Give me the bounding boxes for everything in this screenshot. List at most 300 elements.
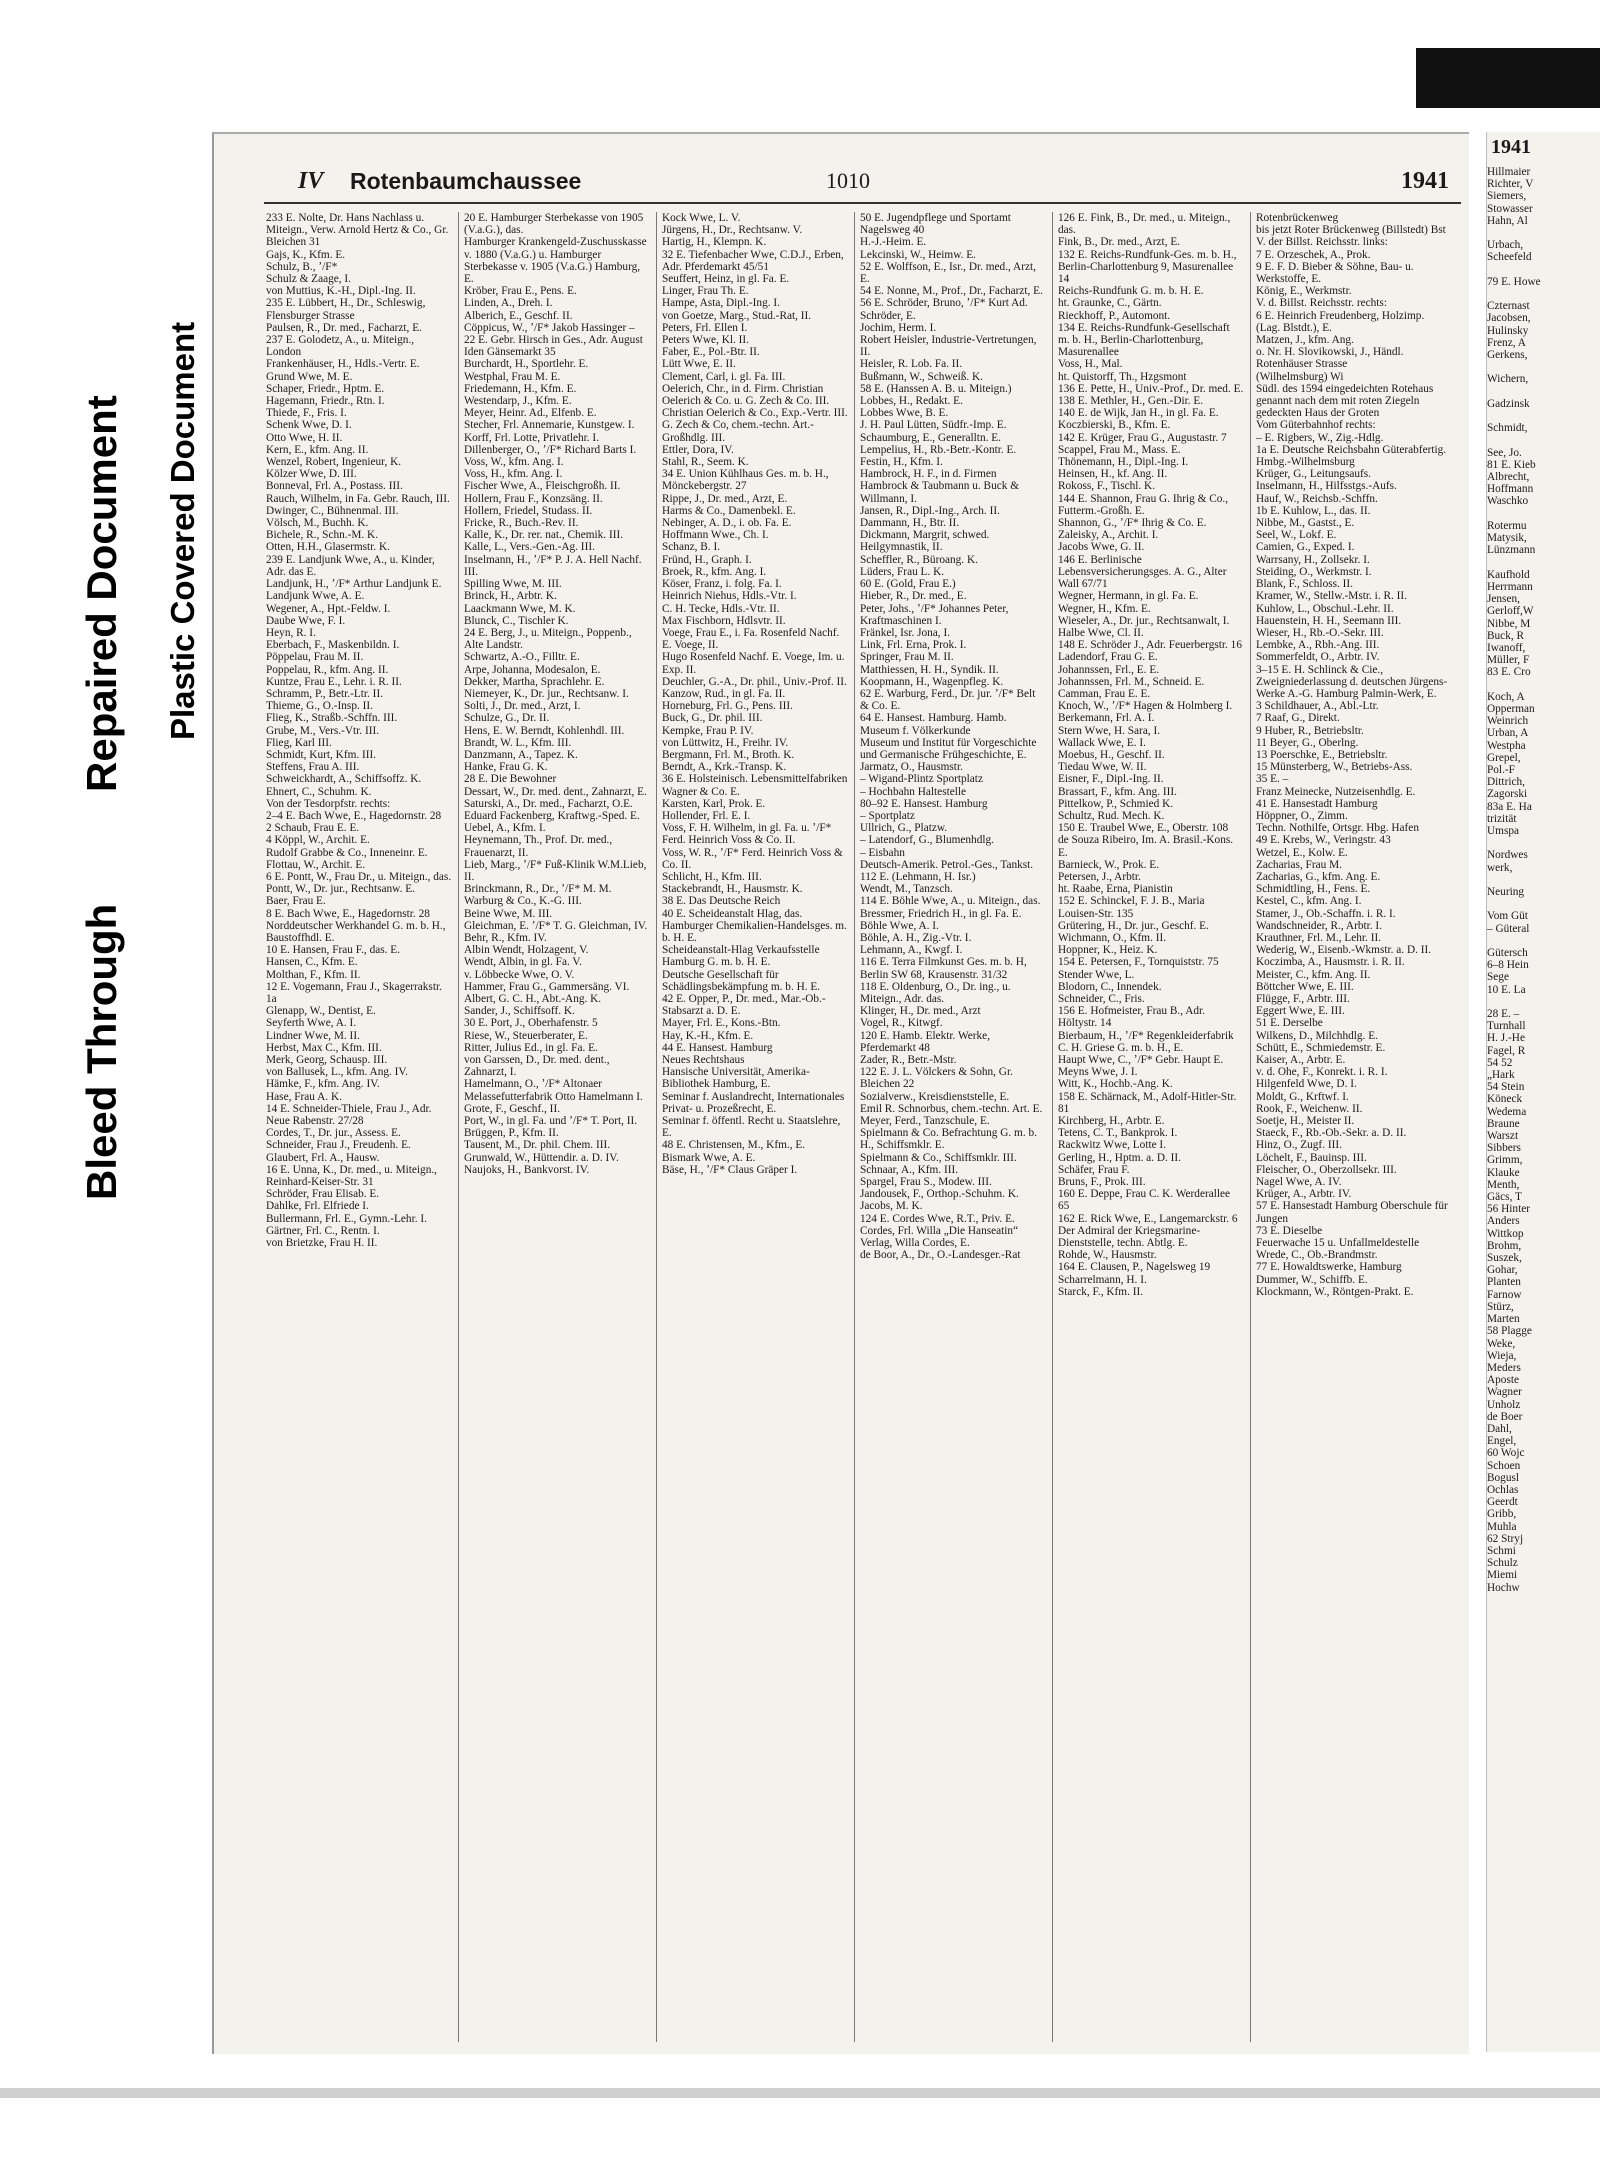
directory-entry: Bergmann, Frl. M., Broth. K. bbox=[662, 748, 795, 761]
directory-entry: Camman, Frau E. E. bbox=[1058, 687, 1151, 700]
directory-entry: ht. Graunke, C., Gärtn. bbox=[1058, 297, 1162, 310]
directory-entry: Inselmann, H., ʼ/F* P. J. A. Hell Nachf. III. bbox=[464, 553, 642, 578]
directory-entry: Jochim, Herm. I. bbox=[860, 321, 937, 334]
directory-entry: 48 E. Christensen, M., Kfm., E. bbox=[662, 1139, 806, 1152]
directory-entry: Stackebrandt, H., Hausmstr. K. bbox=[662, 883, 803, 896]
facing-page-line: Weinrich bbox=[1487, 715, 1529, 728]
directory-entry: Rotenbrückenweg bbox=[1256, 212, 1339, 224]
directory-entry: 2–4 E. Bach Wwe, E., Hagedornstr. 28 bbox=[266, 809, 442, 822]
directory-entry: V. d. Billst. Reichsstr. rechts: bbox=[1256, 297, 1387, 310]
directory-entry: 140 E. de Wijk, Jan H., in gl. Fa. E. bbox=[1058, 407, 1219, 420]
directory-entry: Brinck, H., Arbtr. K. bbox=[464, 590, 557, 603]
directory-entry: Otten, H.H., Glasermstr. K. bbox=[266, 541, 390, 554]
directory-entry: Böttcher Wwe, E. III. bbox=[1256, 980, 1354, 993]
directory-entry: Soetje, H., Meister II. bbox=[1256, 1115, 1355, 1128]
facing-page-line bbox=[1487, 935, 1600, 947]
directory-entry: Pontt, W., Dr. jur., Rechtsanw. E. bbox=[266, 883, 415, 896]
directory-entry: von Brietzke, Frau H. II. bbox=[266, 1237, 378, 1250]
directory-entry: 52 E. Wolffson, E., Isr., Dr. med., Arzt, E. bbox=[860, 260, 1036, 286]
facing-page-line bbox=[1487, 288, 1600, 300]
directory-entry: Brinckmann, R., Dr., ʼ/F* M. M. Warburg & Co., K.-G. III. bbox=[464, 883, 612, 908]
directory-entry: Grube, M., Vers.-Vtr. III. bbox=[266, 724, 380, 737]
directory-entry: Meister, C., kfm. Ang. II. bbox=[1256, 968, 1371, 981]
directory-entry: Hämke, F., kfm. Ang. IV. bbox=[266, 1078, 380, 1091]
directory-entry: Fründ, H., Graph. I. bbox=[662, 553, 752, 566]
directory-entry: Kölzer Wwe, D. III. bbox=[266, 468, 357, 481]
directory-entry: V. der Billst. Reichsstr. links: bbox=[1256, 236, 1388, 249]
directory-entry: Wegner, H., Kfm. E. bbox=[1058, 602, 1151, 615]
directory-entry: Deutsche Gesellschaft für Schädlingsbekämpfung m. b. H. E. bbox=[662, 968, 821, 993]
facing-page-line: Lünzmann bbox=[1487, 544, 1536, 557]
directory-entry: Lüders, Frau L. K. bbox=[860, 565, 945, 578]
directory-entry: Schulze, G., Dr. II. bbox=[464, 712, 550, 725]
facing-page-line: Wagner bbox=[1487, 1386, 1522, 1399]
page-number: 1010 bbox=[826, 168, 870, 193]
directory-entry: Hamburger Chemikalien-Handelsges. m. b. H. E. bbox=[662, 919, 847, 944]
directory-entry: Hagemann, Friedr., Rtn. I. bbox=[266, 395, 385, 408]
column-5 bbox=[1058, 212, 1244, 2042]
directory-entry: Kestel, C., kfm. Ang. I. bbox=[1256, 895, 1362, 908]
directory-entry: Rieckhoff, P., Automont. bbox=[1058, 309, 1171, 322]
directory-entry: (Wilhelmsburg) Wi bbox=[1256, 370, 1344, 383]
directory-entry: Hamelmann, O., ʼ/F* Altonaer Melassefutterfabrik Otto Hamelmann I. bbox=[464, 1078, 643, 1103]
directory-entry: Peter, Johs., ʼ/F* Johannes Peter, Kraftmaschinen I. bbox=[860, 602, 1009, 627]
facing-page-line: Geerdt bbox=[1487, 1496, 1518, 1509]
facing-page-line: Jensen, bbox=[1487, 593, 1520, 606]
facing-page-line: 60 Wojc bbox=[1487, 1447, 1525, 1460]
directory-entry: Meyns Wwe, J. I. bbox=[1058, 1066, 1138, 1079]
directory-entry: 42 E. Opper, P., Dr. med., Mar.-Ob.-Stabsarzt a. D. E. bbox=[662, 993, 826, 1018]
directory-entry: Krüger, G., Leitungsaufs. bbox=[1256, 468, 1371, 481]
directory-entry: Lembke, A., Rbh.-Ang. III. bbox=[1256, 639, 1380, 652]
facing-page-line: Ochlas bbox=[1487, 1483, 1519, 1496]
directory-entry: 112 E. (Lehmann, H. Isr.) bbox=[860, 870, 976, 883]
facing-page-line: Pol.-F bbox=[1487, 763, 1515, 776]
facing-page-line: Miemi bbox=[1487, 1569, 1518, 1582]
directory-entry: Spielmann & Co., Schiffsmklr. III. bbox=[860, 1151, 1017, 1164]
page-header bbox=[214, 168, 1469, 198]
directory-entry: Seuffert, Heinz, in gl. Fa. E. bbox=[662, 273, 790, 286]
column-divider bbox=[854, 212, 855, 2042]
facing-page-line: Menth, bbox=[1487, 1178, 1520, 1191]
directory-entry: Cordes, Frl. Willa „Die Hanseatin“ Verlag, Willa Cordes, E. bbox=[860, 1224, 1019, 1250]
facing-page-line: Dahl, bbox=[1487, 1422, 1512, 1435]
facing-page-line: 79 E. Howe bbox=[1487, 275, 1541, 288]
directory-entry: Spielmann & Co. Befrachtung G. m. b. H., Schiffsmklr. E. bbox=[860, 1127, 1037, 1152]
directory-entry: Shannon, G., ʼ/F* Ihrig & Co. E. bbox=[1058, 517, 1207, 530]
directory-entry: Niemeyer, K., Dr. jur., Rechtsanw. I. bbox=[464, 687, 629, 700]
directory-entry: Kuhlow, L., Obschul.-Lehr. II. bbox=[1256, 602, 1394, 615]
directory-entry: Behr, R., Kfm. IV. bbox=[464, 931, 547, 944]
directory-entry: Johannssen, Frl., E. E. bbox=[1058, 663, 1160, 676]
facing-page-line: Meders bbox=[1487, 1361, 1521, 1374]
directory-entry: Westendarp, J., Kfm. E. bbox=[464, 395, 572, 408]
facing-page-line: Umspa bbox=[1487, 824, 1520, 837]
directory-entry: Sander, J., Schiffsoff. K. bbox=[464, 1005, 575, 1018]
directory-entry: Solti, J., Dr. med., Arzt, I. bbox=[464, 700, 581, 713]
directory-entry: Eisner, F., Dipl.-Ing. II. bbox=[1058, 773, 1164, 786]
directory-entry: Albert, G. C. H., Abt.-Ang. K. bbox=[464, 993, 602, 1005]
directory-entry: Grote, F., Geschf., II. bbox=[464, 1102, 561, 1115]
directory-entry: Thönemann, H., Dipl.-Ing. I. bbox=[1058, 456, 1189, 469]
directory-entry: Klinger, H., Dr. med., Arzt bbox=[860, 1005, 981, 1018]
directory-entry: von Garssen, D., Dr. med. dent., Zahnarzt, I. bbox=[464, 1054, 610, 1079]
facing-page-line: Wedema bbox=[1487, 1105, 1527, 1118]
directory-entry: Laackmann Wwe, M. K. bbox=[464, 602, 576, 615]
column-divider bbox=[1052, 212, 1053, 2042]
directory-entry: Fleischer, O., Oberzollsekr. III. bbox=[1256, 1163, 1397, 1176]
facing-page-line: Brohm, bbox=[1487, 1239, 1522, 1252]
directory-entry: Feuerwache 15 u. Unfallmeldestelle bbox=[1256, 1237, 1420, 1250]
directory-entry: Nibbe, M., Gastst., E. bbox=[1256, 517, 1355, 530]
directory-entry: 132 E. Reichs-Rundfunk-Ges. m. b. H., Berlin-Charlottenburg 9, Masurenallee 14 bbox=[1058, 248, 1237, 286]
directory-entry: Lindner Wwe, M. II. bbox=[266, 1029, 360, 1042]
directory-entry: 57 E. Hansestadt Hamburg Oberschule für Jungen bbox=[1256, 1200, 1448, 1225]
facing-page-line: 10 E. La bbox=[1487, 983, 1526, 996]
directory-entry: – Wigand-Plintz Sportplatz bbox=[860, 773, 983, 786]
directory-entry: Starck, F., Kfm. II. bbox=[1058, 1285, 1144, 1298]
directory-entry: Seyferth Wwe, A. I. bbox=[266, 1017, 357, 1030]
directory-entry: Der Admiral der Kriegsmarine-Dienststelle, techn. Abtlg. E. bbox=[1058, 1224, 1201, 1250]
facing-page-line: 54 Stein bbox=[1487, 1081, 1525, 1094]
directory-entry: Voss, H., kfm. Ang. I. bbox=[464, 468, 563, 481]
directory-entry: H.-J.-Heim. E. bbox=[860, 236, 927, 249]
directory-entry: Bußmann, W., Schweiß. K. bbox=[860, 370, 984, 383]
directory-entry: von Muttius, K.-H., Dipl.-Ing. II. bbox=[266, 285, 416, 298]
directory-entry: Ladendorf, Frau G. E. bbox=[1058, 651, 1158, 664]
directory-entry: Ullrich, G., Platzw. bbox=[860, 822, 948, 835]
directory-entry: 116 E. Terra Filmkunst Ges. m. b. H, Berlin SW 68, Krausenstr. 31/32 bbox=[860, 956, 1027, 981]
directory-entry: Von der Tesdorpfstr. rechts: bbox=[266, 797, 391, 810]
directory-entry: Stamer, J., Ob.-Schaffn. i. R. I. bbox=[1256, 907, 1396, 920]
directory-entry: 12 E. Vogemann, Frau J., Skagerrakstr. 1a bbox=[266, 980, 442, 1005]
facing-page-line bbox=[1487, 361, 1600, 373]
facing-page-line: Aposte bbox=[1487, 1374, 1520, 1387]
facing-page-line: Schmi bbox=[1487, 1544, 1516, 1557]
directory-entry: Zader, R., Betr.-Mstr. bbox=[860, 1054, 957, 1067]
directory-entry: Blunck, C., Tischler K. bbox=[464, 614, 569, 627]
directory-entry: Flieg, Karl III. bbox=[266, 736, 332, 749]
directory-entry: 156 E. Hofmeister, Frau B., Adr. Höltystr. 14 bbox=[1058, 1005, 1206, 1030]
directory-entry: Gleichman, E. ʼ/F* T. G. Gleichman, IV. bbox=[464, 919, 648, 932]
facing-page-line bbox=[1487, 227, 1600, 239]
directory-entry: Zacharias, G., kfm. Ang. E. bbox=[1256, 870, 1381, 883]
directory-entry: Bismark Wwe, A. E. bbox=[662, 1151, 756, 1164]
directory-entry: Hauenstein, H. H., Seemann III. bbox=[1256, 614, 1402, 627]
directory-entry: Nebinger, A. D., i. ob. Fa. E. bbox=[662, 517, 792, 530]
directory-entry: Koczbierski, B., Kfm. E. bbox=[1058, 419, 1171, 432]
directory-entry: 142 E. Krüger, Frau G., Augustastr. 7 bbox=[1058, 431, 1227, 444]
directory-entry: 126 E. Fink, B., Dr. med., u. Miteign., das. bbox=[1058, 212, 1231, 237]
directory-entry: Hambrock, H. F., in d. Firmen Hambrock & Taubmann u. Buck & Willmann, I. bbox=[860, 468, 1020, 505]
directory-entry: 50 E. Jugendpflege und Sportamt Nagelsweg 40 bbox=[860, 212, 1011, 237]
facing-page-line: Hillmaier bbox=[1487, 166, 1531, 178]
directory-entry: 4 Köppl, W., Archit. E. bbox=[266, 834, 370, 847]
directory-entry: Wegener, A., Hpt.-Feldw. I. bbox=[266, 602, 391, 615]
directory-entry: Albin Wendt, Holzagent, V. bbox=[464, 944, 589, 957]
facing-page-line: Hulinsky bbox=[1487, 324, 1529, 337]
directory-entry: Eduard Fackenberg, Kraftwg.-Sped. E. bbox=[464, 809, 640, 822]
directory-entry: 146 E. Berlinische Lebensversicherungsges. A. G., Alter Wall 67/71 bbox=[1058, 553, 1227, 591]
directory-entry: 15 Münsterberg, W., Betriebs-Ass. bbox=[1256, 761, 1413, 774]
directory-entry: Brassart, F., kfm. Ang. III. bbox=[1058, 785, 1177, 798]
facing-page-line: Wichern, bbox=[1487, 373, 1529, 386]
directory-entry: Wieser, H., Rb.-O.-Sekr. III. bbox=[1256, 626, 1384, 639]
directory-entry: ht. Quistorff, Th., Hzgsmont bbox=[1058, 370, 1187, 383]
directory-entry: Dahlke, Frl. Elfriede I. bbox=[266, 1200, 369, 1213]
directory-entry: Hilgenfeld Wwe, D. I. bbox=[1256, 1078, 1357, 1091]
directory-entry: 60 E. (Gold, Frau E.) bbox=[860, 578, 956, 591]
directory-entry: Jacobs Wwe, G. II. bbox=[1058, 541, 1145, 554]
facing-page-line: trizität bbox=[1487, 812, 1517, 825]
directory-entry: 235 E. Lübbert, H., Dr., Schleswig, Flensburger Strasse bbox=[266, 297, 426, 322]
directory-entry: 158 E. Schärnack, M., Adolf-Hitler-Str. 81 bbox=[1058, 1090, 1237, 1115]
directory-entry: Grunwald, W., Hüttendir. a. D. IV. bbox=[464, 1151, 619, 1164]
directory-entry: Hieber, R., Dr. med., E. bbox=[860, 590, 967, 603]
directory-entry: 41 E. Hansestadt Hamburg bbox=[1256, 797, 1378, 810]
directory-entry: 20 E. Hamburger Sterbekasse von 1905 (V.a.G.), das. bbox=[464, 212, 644, 237]
facing-page-line: Fagel, R bbox=[1487, 1044, 1526, 1057]
directory-entry: Krüger, A., Arbtr. IV. bbox=[1256, 1188, 1352, 1201]
facing-page-line: Gribb, bbox=[1487, 1508, 1517, 1521]
directory-entry: 40 E. Scheideanstalt Hlag, das. bbox=[662, 907, 803, 920]
facing-page-line: Jacobsen, bbox=[1487, 312, 1531, 325]
directory-entry: Oelerich, Chr., in d. Firm. Christian Oelerich & Co. u. G. Zech & Co. III. bbox=[662, 382, 830, 408]
directory-entry: 73 E. Dieselbe bbox=[1256, 1224, 1323, 1237]
facing-page-line: Rotermu bbox=[1487, 519, 1527, 532]
directory-entry: Thieme, G., O.-Insp. II. bbox=[266, 700, 373, 713]
facing-page-line: Gütersch bbox=[1487, 947, 1528, 959]
directory-entry: Lobbes Wwe, B. E. bbox=[860, 407, 949, 420]
facing-page-line bbox=[1487, 557, 1600, 569]
facing-page-line: Sege bbox=[1487, 971, 1509, 984]
directory-entry: Bruns, F., Prok. III. bbox=[1058, 1176, 1146, 1189]
directory-entry: Lekcinski, W., Heimw. E. bbox=[860, 248, 976, 261]
directory-entry: 28 E. Die Bewohner bbox=[464, 773, 557, 786]
directory-entry: 152 E. Schinckel, F. J. B., Maria Louisen-Str. 135 bbox=[1058, 895, 1205, 920]
directory-entry: Techn. Nothilfe, Ortsgr. Hbg. Hafen bbox=[1256, 822, 1419, 835]
facing-page-line: 83 E. Cro bbox=[1487, 666, 1531, 679]
directory-entry: 3 Schildhauer, A., Abl.-Ltr. bbox=[1256, 700, 1379, 713]
facing-page-line bbox=[1487, 434, 1600, 446]
directory-entry: de Souza Ribeiro, Im. A. Brasil.-Kons. E. bbox=[1058, 834, 1234, 859]
directory-entry: Ehnert, C., Schuhm. K. bbox=[266, 785, 372, 798]
directory-entry: Springer, Frau M. II. bbox=[860, 651, 954, 664]
directory-entry: v. Löbbecke Wwe, O. V. bbox=[464, 968, 575, 981]
directory-entry: 36 E. Holsteinisch. Lebensmittelfabriken Wagner & Co. E. bbox=[662, 773, 848, 798]
directory-entry: Hartig, H., Klempn. K. bbox=[662, 236, 767, 249]
facing-page-line bbox=[1487, 386, 1600, 398]
facing-page-line: Dittrich, bbox=[1487, 776, 1525, 789]
scan-edge-top-right bbox=[1416, 48, 1600, 108]
directory-entry: Schröder, Frau Elisab. E. bbox=[266, 1188, 380, 1201]
directory-entry: Johannssen, Frl. M., Schneid. E. bbox=[1058, 675, 1205, 688]
column-3 bbox=[662, 212, 848, 2042]
directory-entry: Rotenhäuser Strasse bbox=[1256, 358, 1348, 371]
directory-entry: Hansen, C., Kfm. E. bbox=[266, 956, 358, 969]
facing-page-line: Warszt bbox=[1487, 1130, 1519, 1143]
directory-entry: Peters, Frl. Ellen I. bbox=[662, 321, 748, 334]
directory-entry: Otto Wwe, H. II. bbox=[266, 431, 343, 444]
directory-entry: Eberbach, F., Maskenbildn. I. bbox=[266, 639, 400, 652]
directory-entry: Nagel Wwe, A. IV. bbox=[1256, 1176, 1342, 1189]
directory-entry: Wieseler, A., Dr. jur., Rechtsanwalt, I. bbox=[1058, 614, 1230, 627]
facing-page-line: Marten bbox=[1487, 1313, 1520, 1326]
facing-page-line: Unholz bbox=[1487, 1398, 1521, 1411]
directory-entry: Voss, W. R., ʼ/F* Ferd. Heinrich Voss & Co. II. bbox=[662, 846, 843, 871]
facing-page-line: Schmidt, bbox=[1487, 422, 1528, 435]
facing-page-line: Urbach, bbox=[1487, 239, 1524, 252]
directory-entry: 1b E. Kuhlow, L., das. II. bbox=[1256, 504, 1371, 517]
directory-entry: Vogel, R., Kitwgf. bbox=[860, 1017, 943, 1030]
column-4 bbox=[860, 212, 1046, 2042]
directory-entry: Merk, Georg, Schausp. III. bbox=[266, 1054, 388, 1067]
directory-entry: Löchelt, F., Bauinsp. III. bbox=[1256, 1151, 1367, 1164]
bleed-through-label: Bleed Through bbox=[78, 903, 125, 1200]
directory-entry: Matthiessen, H. H., Syndik. II. bbox=[860, 663, 999, 676]
directory-entry: Schlicht, H., Kfm. III. bbox=[662, 870, 762, 883]
directory-entry: Alberich, E., Geschf. II. bbox=[464, 309, 573, 322]
facing-page-line: Müller, F bbox=[1487, 654, 1530, 667]
facing-page-line: Muhla bbox=[1487, 1520, 1517, 1533]
directory-entry: Buck, G., Dr. phil. III. bbox=[662, 712, 763, 725]
directory-entry: Hamburger Krankengeld-Zuschusskasse v. 1880 (V.a.G.) u. Hamburger Sterbekasse v. 1905 (V.a.G.) Hamburg, E. bbox=[464, 236, 647, 286]
directory-entry: Schäfer, Frau F. bbox=[1058, 1163, 1130, 1176]
facing-page-line: Gerkens, bbox=[1487, 349, 1528, 362]
directory-entry: J. H. Paul Lütten, Südfr.-Imp. E. bbox=[860, 419, 1007, 432]
facing-page-line: Wittkop bbox=[1487, 1227, 1524, 1240]
directory-entry: 239 E. Landjunk Wwe, A., u. Kinder, Adr. das E. bbox=[266, 553, 435, 578]
directory-entry: Bullermann, Frl. E., Gymn.-Lehr. I. bbox=[266, 1212, 427, 1225]
directory-entry: 14 E. Schneider-Thiele, Frau J., Adr. Neue Rabenstr. 27/28 bbox=[266, 1102, 432, 1128]
directory-entry: Wandschneider, R., Arbtr. I. bbox=[1256, 919, 1383, 932]
directory-entry: Schulz & Zaage, I. bbox=[266, 273, 352, 286]
directory-entry: Neues Rechtshaus bbox=[662, 1054, 745, 1067]
directory-entry: 34 E. Union Kühlhaus Ges. m. b. H., Mönckebergstr. 27 bbox=[662, 468, 829, 493]
directory-entry: Meyer, Heinr. Ad., Elfenb. E. bbox=[464, 407, 597, 420]
facing-page-line: 56 Hinter bbox=[1487, 1203, 1530, 1216]
directory-entry: Schramm, P., Betr.-Ltr. II. bbox=[266, 687, 384, 700]
directory-entry: Scharrelmann, H. I. bbox=[1058, 1273, 1147, 1286]
directory-entry: Berndt, A., Krk.-Transp. K. bbox=[662, 761, 787, 774]
facing-page-line: Scheefeld bbox=[1487, 251, 1532, 264]
facing-page-line: 54 52 bbox=[1487, 1056, 1513, 1069]
directory-entry: Tausent, M., Dr. phil. Chem. III. bbox=[464, 1139, 611, 1152]
directory-entry: Dwinger, C., Bühnenmal. III. bbox=[266, 504, 399, 517]
directory-entry: Scappel, Frau M., Mass. E. bbox=[1058, 443, 1181, 456]
directory-entry: Korff, Frl. Lotte, Privatlehr. I. bbox=[464, 431, 600, 444]
facing-page-line: Klauke bbox=[1487, 1166, 1520, 1179]
directory-entry: Max Fischborn, Hdlsvtr. II. bbox=[662, 614, 786, 627]
directory-entry: Spilling Wwe, M. III. bbox=[464, 578, 562, 591]
directory-entry: Südl. des 1594 eingedeichten Rotehaus genannt nach dem mit roten Ziegeln gedeckten Haus der Groten bbox=[1256, 382, 1434, 420]
facing-page-line: Westpha bbox=[1487, 739, 1526, 752]
directory-entry: Stern Wwe, H. Sara, I. bbox=[1058, 724, 1161, 737]
directory-entry: Zacharias, Frau M. bbox=[1256, 858, 1342, 871]
directory-entry: Mayer, Frl. E., Kons.-Btn. bbox=[662, 1017, 781, 1030]
directory-entry: Schmidt, Kurt, Kfm. III. bbox=[266, 748, 377, 761]
directory-entry: Bäse, H., ʼ/F* Claus Gräper I. bbox=[662, 1163, 798, 1176]
directory-entry: Museum und Institut für Vorgeschichte und Germanische Frühgeschichte, E. bbox=[860, 736, 1037, 761]
directory-entry: v. d. Ohe, F., Konrekt. i. R. I. bbox=[1256, 1066, 1388, 1079]
directory-entry: Wegner, Hermann, in gl. Fa. E. bbox=[1058, 590, 1199, 603]
directory-entry: Krauthner, Frl. M., Lehr. II. bbox=[1256, 931, 1382, 944]
directory-entry: Friedemann, H., Kfm. E. bbox=[464, 382, 577, 395]
directory-entry: Voss, F. H. Wilhelm, in gl. Fa. u. ʼ/F* Ferd. Heinrich Voss & Co. II. bbox=[662, 822, 832, 847]
directory-entry: Stecher, Frl. Annemarie, Kunstgew. I. bbox=[464, 419, 635, 432]
facing-page-line: See, Jo. bbox=[1487, 446, 1522, 459]
directory-entry: Bichele, R., Schn.-M. K. bbox=[266, 529, 379, 542]
directory-entry: Lehmann, A., Kwgf. I. bbox=[860, 944, 963, 957]
facing-page-line: Suszek, bbox=[1487, 1252, 1522, 1265]
directory-entry: 8 E. Bach Wwe, E., Hagedornstr. 28 bbox=[266, 907, 430, 920]
directory-entry: Rauch, Wilhelm, in Fa. Gebr. Rauch, III. bbox=[266, 492, 450, 505]
directory-entry: Festin, H., Kfm. I. bbox=[860, 456, 943, 469]
directory-entry: Steffens, Frau A. III. bbox=[266, 761, 360, 774]
directory-entry: 1a E. Deutsche Reichsbahn Güterabfertig. Hmbg.-Wilhelmsburg bbox=[1256, 443, 1447, 469]
directory-entry: 64 E. Hansest. Hamburg. Hamb. Museum f. Völkerkunde bbox=[860, 712, 1007, 737]
directory-entry: Burchardt, H., Sportlehr. E. bbox=[464, 358, 589, 371]
facing-page-line: Nibbe, M bbox=[1487, 617, 1531, 630]
header-rule bbox=[264, 202, 1461, 204]
directory-entry: Heynemann, Th., Prof. Dr. med., Frauenarzt, II. bbox=[464, 834, 613, 859]
directory-entry: 164 E. Clausen, P., Nagelsweg 19 bbox=[1058, 1261, 1211, 1274]
directory-entry: Dessart, W., Dr. med. dent., Zahnarzt, E. bbox=[464, 785, 647, 798]
facing-page-line: Farnow bbox=[1487, 1288, 1522, 1301]
directory-entry: 120 E. Hamb. Elektr. Werke, Pferdemarkt 48 bbox=[860, 1029, 991, 1054]
directory-entry: 24 E. Berg, J., u. Miteign., Poppenb., Alte Landstr. bbox=[464, 626, 632, 652]
directory-entry: – E. Rigbers, W., Zig.-Hdlg. bbox=[1256, 431, 1384, 444]
directory-entry: – Eisbahn bbox=[860, 846, 905, 859]
directory-entry: Landjunk, H., ʼ/F* Arthur Landjunk E. bbox=[266, 578, 442, 591]
directory-entry: 38 E. Das Deutsche Reich bbox=[662, 895, 781, 908]
facing-page-line: Opperman bbox=[1487, 702, 1535, 715]
facing-page-line bbox=[1487, 508, 1600, 520]
directory-entry: Hinz, O., Zugf. III. bbox=[1256, 1139, 1342, 1152]
directory-entry: Kanzow, Rud., in gl. Fa. II. bbox=[662, 687, 786, 700]
directory-entry: Horneburg, Frl. G., Pens. III. bbox=[662, 700, 793, 713]
facing-page-line: Gäcs, T bbox=[1487, 1191, 1522, 1204]
column-divider bbox=[1250, 212, 1251, 2042]
directory-entry: Sozialverw., Kreisdienststelle, E. bbox=[860, 1090, 1010, 1103]
directory-entry: Heisler, R. Lob. Fa. II. bbox=[860, 358, 963, 371]
directory-entry: Heinsen, H., kf. Ang. II. bbox=[1058, 468, 1168, 481]
directory-entry: Tiedau Wwe, W. II. bbox=[1058, 761, 1147, 774]
directory-entry: Baer, Frau E. bbox=[266, 895, 326, 908]
directory-entry: Faber, E., Pol.-Btr. II. bbox=[662, 346, 760, 359]
directory-entry: Landjunk Wwe, A. E. bbox=[266, 590, 365, 603]
directory-entry: von Lüttwitz, H., Freihr. IV. bbox=[662, 736, 789, 749]
directory-entry: Voege, Frau E., i. Fa. Rosenfeld Nachf. E. Voege, II. bbox=[662, 626, 840, 652]
repaired-document-label: Repaired Document bbox=[78, 395, 125, 792]
facing-page-line: Braune bbox=[1487, 1117, 1520, 1130]
directory-entry: o. Nr. H. Slovikowski, J., Händl. bbox=[1256, 346, 1404, 359]
directory-entry: Matzen, J., kfm. Ang. bbox=[1256, 334, 1354, 347]
directory-entry: Hollern, Frau F., Konzsäng. II. bbox=[464, 492, 603, 505]
facing-page-line: Siemers, bbox=[1487, 190, 1527, 203]
directory-entry: Bierbaum, H., ʼ/F* Regenkleiderfabrik C. H. Griese G. m. b. H., E. bbox=[1058, 1029, 1234, 1054]
facing-page-line: Sibbers bbox=[1487, 1142, 1521, 1155]
directory-entry: Hay, K.-H., Kfm. E. bbox=[662, 1029, 754, 1042]
directory-entry: Jandousek, F., Orthop.-Schuhm. K. bbox=[860, 1188, 1019, 1201]
directory-entry: Zaleisky, A., Archit. I. bbox=[1058, 529, 1159, 542]
directory-entry: Dekker, Martha, Sprachlehr. E. bbox=[464, 675, 605, 688]
directory-entry: Staeck, F., Rb.-Ob.-Sekr. a. D. II. bbox=[1256, 1127, 1407, 1140]
directory-entry: Ettler, Dora, IV. bbox=[662, 443, 734, 456]
directory-entry: Jansen, R., Dipl.-Ing., Arch. II. bbox=[860, 504, 1000, 517]
directory-entry: Wilkens, D., Milchhdlg. E. bbox=[1256, 1029, 1378, 1042]
directory-entry: Schneider, Frau J., Freudenh. E. bbox=[266, 1139, 411, 1152]
